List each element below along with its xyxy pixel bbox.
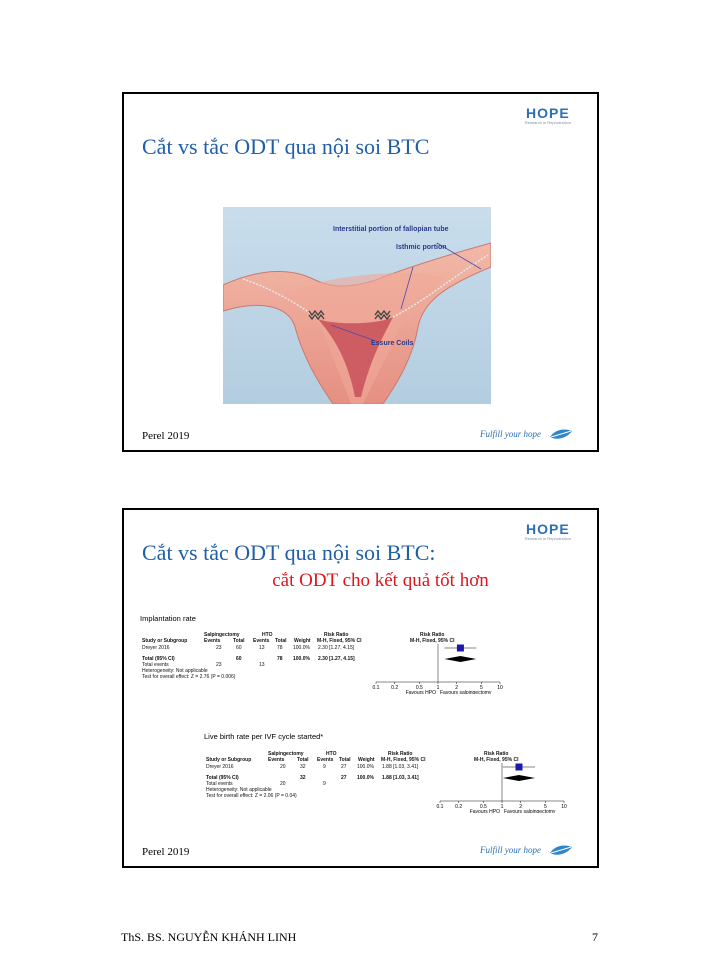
total-diamond (444, 656, 476, 662)
group1-header: Salpingectomy (204, 632, 240, 638)
logo-word: HOPE (526, 521, 570, 537)
s-total: 60 (236, 645, 242, 651)
h-events: 9 (323, 764, 326, 770)
slide-1 (122, 92, 599, 452)
s-events: 23 (216, 645, 222, 651)
x-tick-label: 2 (519, 804, 523, 810)
x-tick-label: 5 (543, 804, 547, 810)
label-coils: Essure Coils (371, 340, 414, 347)
t-s-total: 32 (300, 775, 306, 781)
t-s-total: 60 (236, 656, 242, 662)
weight: 100.0% (357, 764, 374, 770)
x-tick-label: 10 (561, 804, 567, 810)
x-tick-label: 2 (455, 685, 459, 691)
t-h-total: 27 (341, 775, 347, 781)
events-header: Events (268, 757, 285, 763)
s-total: 32 (300, 764, 306, 770)
favours-right-label: Favours salpingectomy (504, 809, 556, 813)
heterogeneity: Heterogeneity: Not applicable (142, 668, 208, 674)
study-name: Dreyer 2016 (142, 645, 170, 651)
events-header-2: Events (253, 638, 270, 644)
total-events: Total events (142, 662, 169, 668)
method-header: M-H, Fixed, 95% CI (317, 638, 362, 644)
t-weight: 100.0% (357, 775, 374, 781)
forest-plot-2-axis (432, 763, 572, 813)
plot-2-title: Live birth rate per IVF cycle started* (204, 732, 324, 741)
study-header: Study or Subgroup (206, 757, 252, 763)
study-square (457, 645, 464, 652)
forest-plot-1-axis (368, 644, 508, 694)
logo-word: HOPE (526, 105, 570, 121)
logo-sub: Research in Reproduction (524, 536, 571, 541)
total-header: Total (233, 638, 245, 644)
favours-left-label: Favours HPO (469, 809, 500, 813)
slide-2-subtitle: cắt ODT cho kết quả tốt hơn (272, 570, 489, 591)
favours-left-label: Favours HPO (405, 690, 436, 694)
total-events: Total events (206, 781, 233, 787)
weight-header: Weight (294, 638, 311, 644)
study-header: Study or Subgroup (142, 638, 188, 644)
overall-effect: Test for overall effect: Z = 2.76 (P = 0.006) (142, 674, 236, 680)
overall-effect: Test for overall effect: Z = 2.06 (P = 0.04) (206, 793, 297, 799)
weight-header: Weight (358, 757, 375, 763)
hope-logo (525, 106, 571, 125)
t-rr: 2.30 [1.27, 4.15] (318, 656, 355, 662)
forest-plot-2 (206, 751, 586, 821)
rr-plot-header: Risk Ratio (420, 632, 445, 638)
slide-2 (122, 508, 599, 868)
total-header-2: Total (339, 757, 351, 763)
rr-ci: 2.30 [1.27, 4.15] (318, 645, 355, 651)
hope-logo (525, 522, 571, 541)
h-total: 78 (277, 645, 283, 651)
total-label: Total (95% CI) (206, 775, 239, 781)
rr-header: Risk Ratio (388, 751, 413, 757)
x-tick-label: 10 (497, 685, 503, 691)
x-tick-label: 1 (436, 685, 440, 691)
slide-2-reference: Perel 2019 (142, 846, 190, 858)
s-events: 20 (280, 764, 286, 770)
label-isthmic: Isthmic portion (396, 244, 447, 251)
method-plot-header: M-H, Fixed, 95% CI (410, 638, 455, 644)
footer-author: ThS. BS. NGUYỄN KHÁNH LINH (121, 930, 297, 944)
rr-header: Risk Ratio (324, 632, 349, 638)
te-s: 20 (280, 781, 286, 787)
t-h-total: 78 (277, 656, 283, 662)
method-plot-header: M-H, Fixed, 95% CI (474, 757, 519, 763)
t-rr: 1.88 [1.03, 3.41] (382, 775, 419, 781)
forest-plot-1 (142, 632, 522, 702)
favours-right-label: Favours salpingectomy (440, 690, 492, 694)
te-s: 23 (216, 662, 222, 668)
leaf-logo-icon (549, 428, 573, 442)
total-label: Total (95% CI) (142, 656, 175, 662)
x-tick-label: 0.2 (455, 804, 463, 810)
group2-header: HTO (326, 751, 337, 757)
h-total: 27 (341, 764, 347, 770)
slide-2-title: Cắt vs tắc ODT qua nội soi BTC: (142, 540, 436, 565)
study-square (515, 764, 522, 771)
heterogeneity: Heterogeneity: Not applicable (206, 787, 272, 793)
logo-sub: Research in Reproduction (524, 120, 571, 125)
total-header: Total (297, 757, 309, 763)
method-header: M-H, Fixed, 95% CI (381, 757, 426, 763)
x-tick-label: 0.1 (372, 685, 380, 691)
x-tick-label: 1 (500, 804, 504, 810)
slide-2-tagline: Fulfill your hope (480, 845, 541, 855)
x-tick-label: 0.5 (479, 804, 487, 810)
rr-plot-header: Risk Ratio (484, 751, 509, 757)
group2-header: HTO (262, 632, 273, 638)
page-number: 7 (592, 930, 598, 944)
uterus-illustration (223, 207, 491, 404)
total-diamond (503, 775, 535, 781)
te-h: 9 (323, 781, 326, 787)
slide-1-title: Cắt vs tắc ODT qua nội soi BTC (142, 134, 430, 159)
x-tick-label: 5 (479, 685, 483, 691)
h-events: 13 (259, 645, 265, 651)
weight: 100.0% (293, 645, 310, 651)
te-h: 13 (259, 662, 265, 668)
label-interstitial: Interstitial portion of fallopian tube (333, 226, 449, 233)
slide-1-reference: Perel 2019 (142, 430, 190, 442)
slide-1-tagline: Fulfill your hope (480, 429, 541, 439)
x-tick-label: 0.1 (436, 804, 444, 810)
plot-1-title: Implantation rate (140, 614, 196, 623)
group1-header: Salpingectomy (268, 751, 304, 757)
leaf-logo-icon (549, 844, 573, 858)
events-header-2: Events (317, 757, 334, 763)
x-tick-label: 0.5 (415, 685, 423, 691)
rr-ci: 1.88 [1.03, 3.41] (382, 764, 419, 770)
events-header: Events (204, 638, 221, 644)
study-name: Dreyer 2016 (206, 764, 234, 770)
t-weight: 100.0% (293, 656, 310, 662)
total-header-2: Total (275, 638, 287, 644)
x-tick-label: 0.2 (391, 685, 399, 691)
